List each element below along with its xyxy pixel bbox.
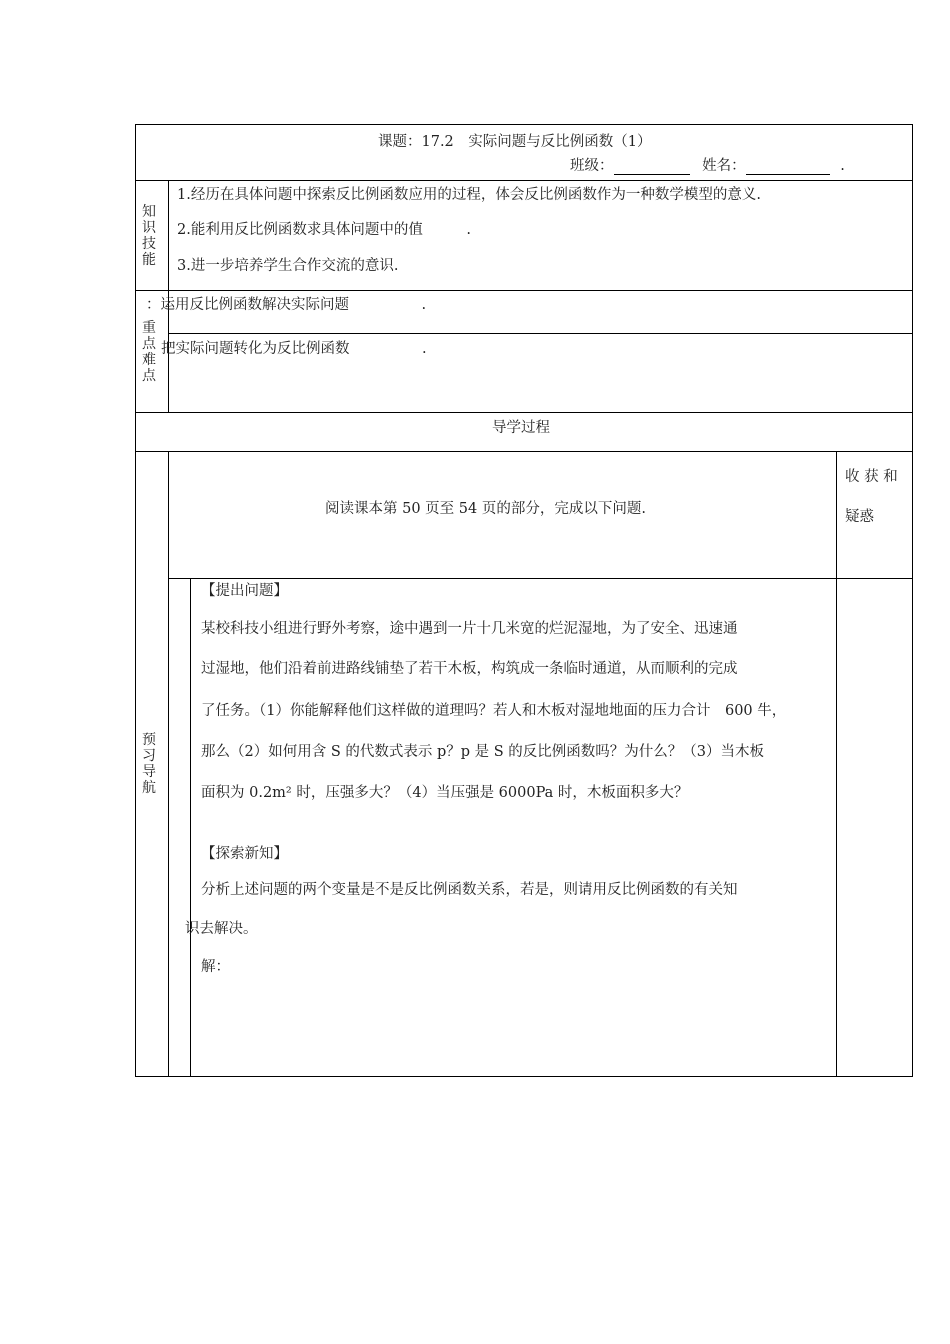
page-title: 课题：17.2 实际问题与反比例函数（1） <box>378 134 652 150</box>
row-divider-knowledge <box>135 290 913 291</box>
class-name-line <box>570 157 845 175</box>
key-point-text: ：运用反比例函数解决实际问题 . <box>146 297 427 313</box>
table-right-border <box>912 124 913 1077</box>
table-left-border <box>135 124 136 1077</box>
knowledge-item-3: 3.进一步培养学生合作交流的意识. <box>177 258 399 274</box>
process-title: 导学过程 <box>492 420 550 436</box>
explore-line-1: 分析上述问题的两个变量是不是反比例函数关系，若是，则请用反比例函数的有关知 <box>201 882 738 898</box>
end-mark: . <box>840 158 845 174</box>
row-divider-keypoints-end <box>135 412 913 413</box>
knowledge-side-label: 知 识 技 能 <box>142 204 156 268</box>
answer-label: 解： <box>201 959 230 975</box>
problem-line-5: 面积为 0.2m² 时，压强多大？（4）当压强是 6000Pa 时，木板面积多大？ <box>201 785 689 801</box>
problem-line-4: 那么（2）如何用含 S 的代数式表示 p？p 是 S 的反比例函数吗？为什么？（3）当木板 <box>201 744 765 760</box>
col-divider-inner <box>190 578 191 1077</box>
knowledge-item-1: 1.经历在具体问题中探索反比例函数应用的过程，体会反比例函数作为一种数学模型的意义. <box>177 187 761 203</box>
notes-header: 收 获 和 疑惑 <box>845 469 898 525</box>
reading-instruction: 阅读课本第 50 页至 54 页的部分，完成以下问题. <box>325 501 646 517</box>
class-label: 班级： <box>570 158 614 174</box>
row-divider-process-title <box>135 451 913 452</box>
keypoints-side-label: 重 点 难 点 <box>142 320 156 384</box>
explore-line-2: 识去解决。 <box>185 921 258 937</box>
col-divider-notes <box>836 451 837 1077</box>
row-divider-header <box>135 180 913 181</box>
problem-line-3: 了任务。（1）你能解释他们这样做的道理吗？若人和木板对湿地地面的压力合计 600 牛， <box>201 703 787 719</box>
class-blank[interactable] <box>614 160 690 175</box>
problem-heading: 【提出问题】 <box>201 583 288 599</box>
difficult-point-text: 把实际问题转化为反比例函数 . <box>161 341 427 357</box>
problem-line-2: 过湿地，他们沿着前进路线铺垫了若干木板，构筑成一条临时通道，从而顺利的完成 <box>201 661 738 677</box>
explore-heading: 【探索新知】 <box>201 846 288 862</box>
row-divider-keypoint <box>168 333 913 334</box>
table-bottom-border <box>135 1076 913 1077</box>
row-divider-reading <box>168 578 913 579</box>
col-divider-preview <box>168 451 169 1077</box>
name-blank[interactable] <box>746 160 830 175</box>
table-top-border <box>135 124 913 125</box>
problem-line-1: 某校科技小组进行野外考察，途中遇到一片十几米宽的烂泥湿地，为了安全、迅速通 <box>201 621 738 637</box>
name-label: 姓名： <box>702 158 746 174</box>
knowledge-item-2: 2.能利用反比例函数求具体问题中的值 . <box>177 222 471 238</box>
preview-side-label: 预 习 导 航 <box>142 732 156 796</box>
